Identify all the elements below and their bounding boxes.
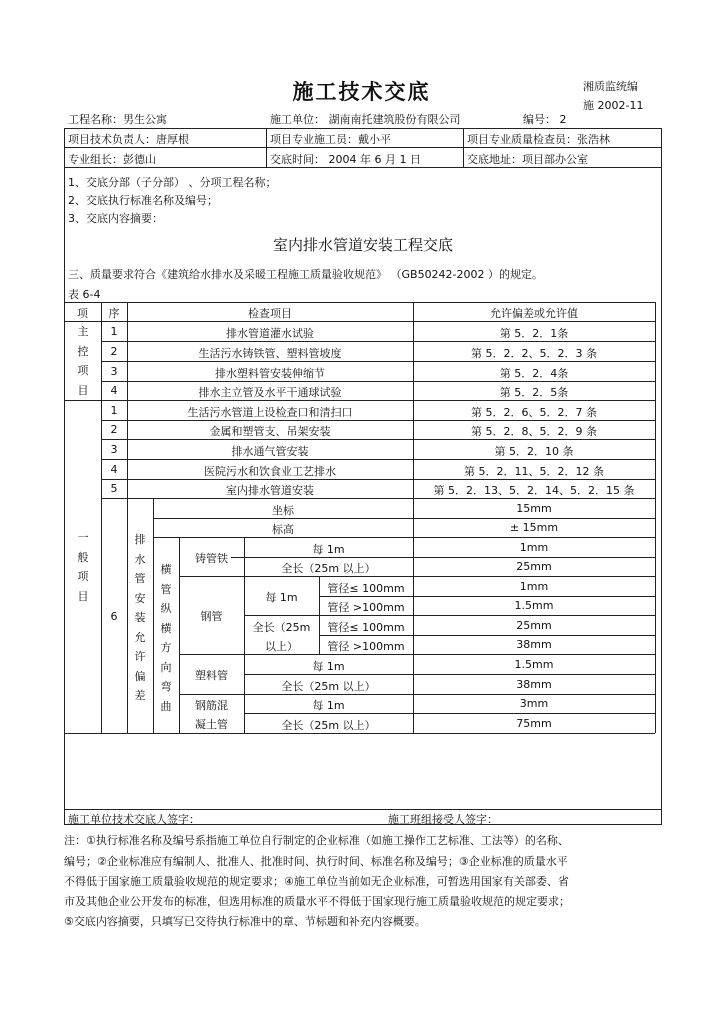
general-check: 金属和塑管支、吊架安装: [209, 425, 331, 438]
main-allow: 第 5．2．5条: [499, 386, 569, 399]
general-item-label: 一 般 项 目: [77, 531, 89, 603]
general-allow: 第 5．2．8、5．2．9 条: [471, 425, 597, 438]
table-line: [244, 615, 655, 616]
intro-line1: 1、交底分部（子分部） 、分项工程名称；: [68, 176, 277, 189]
quality-requirement: 三、质量要求符合《建筑给水排水及采暖工程施工质量验收规范》 （GB50242-2002 ）的规定。: [68, 268, 544, 281]
header-allow: 允许偏差或允许值: [490, 307, 578, 320]
concrete-per-m-value: 3mm: [519, 697, 549, 710]
elevation-value: ± 15mm: [509, 521, 559, 534]
cast-iron-label: 铸管铁: [195, 552, 228, 565]
header-seq: 序: [108, 307, 120, 320]
general-check: 生活污水管道上设检查口和清扫口: [187, 406, 353, 419]
table-line: [179, 576, 655, 577]
table-line: [319, 596, 655, 597]
header-check: 检查项目: [248, 307, 292, 320]
main-seq: 1: [110, 325, 118, 338]
plastic-per-m: 每 1m: [312, 660, 345, 673]
steel-per-m-le-value: 1mm: [519, 580, 549, 593]
main-allow: 第 5．2．2、5．2．3 条: [471, 347, 597, 360]
steel-per-m-gt-value: 1.5mm: [514, 599, 554, 612]
divider: [266, 128, 267, 167]
table-line: [101, 381, 655, 382]
table-border: [655, 302, 656, 733]
cast-iron-full-value: 25mm: [516, 560, 552, 573]
general-seq: 2: [110, 423, 118, 436]
cast-iron-per-m: 每 1m: [312, 543, 345, 556]
document-number: 编号： 2: [523, 113, 567, 126]
general-seq: 6: [110, 610, 118, 623]
main-check: 排水管道灌水试验: [226, 327, 314, 340]
general-check: 医院污水和饮食业工艺排水: [204, 465, 336, 478]
plastic-full: 全长（25m 以上）: [281, 680, 376, 693]
general-seq: 1: [110, 404, 118, 417]
steel-per-m: 每 1m: [265, 591, 298, 604]
horizontal-bend-label: 横 管 纵 横 方 向 弯 曲: [160, 563, 172, 713]
general-allow: 第 5．2．13、5．2．14、5．2．15 条: [433, 484, 635, 497]
table-line: [101, 341, 655, 342]
table-line: [101, 420, 655, 421]
handover-date: 交底时间： 2004 年 6 月 1 日: [270, 153, 421, 166]
table-line: [153, 518, 655, 519]
handover-location: 交底地址：项目部办公室: [467, 153, 588, 166]
main-seq: 2: [110, 345, 118, 358]
tech-lead: 项目技术负责人：唐厚根: [68, 133, 189, 146]
general-seq: 4: [110, 463, 118, 476]
section-subtitle: 室内排水管道安装工程交底: [272, 236, 453, 254]
steel-diameter-gt: 管径 >100mm: [327, 601, 405, 614]
general-check: 室内排水管道安装: [226, 484, 314, 497]
cast-iron-full: 全长（25m 以上）: [281, 562, 376, 575]
form-code-line2: 施 2002-11: [583, 99, 644, 112]
general-seq: 3: [110, 443, 118, 456]
table-line: [244, 713, 655, 714]
table-line: [244, 674, 655, 675]
main-seq: 4: [110, 384, 118, 397]
steel-label: 钢管: [200, 610, 223, 623]
team-leader: 专业组长：彭德山: [68, 153, 156, 166]
table-line: [319, 635, 655, 636]
table-line: [101, 361, 655, 362]
construction-unit: 施工单位： 湖南南托建筑股份有限公司: [270, 113, 461, 126]
steel-diameter-gt: 管径 >100mm: [327, 640, 405, 653]
main-seq: 3: [110, 365, 118, 378]
note-line: 市及其他企业公开发布的标准，但选用标准的质量水平不得低于国家现行施工质量验收规范的规定要求；: [64, 895, 570, 908]
general-allow: 第 5．2．6、5．2．7 条: [471, 406, 597, 419]
steel-full-gt-value: 38mm: [516, 638, 552, 651]
divider: [463, 128, 464, 167]
steel-diameter-le: 管径≤ 100mm: [327, 621, 405, 634]
main-check: 排水塑料管安装伸缩节: [215, 367, 325, 380]
intro-line2: 2、交底执行标准名称及编号；: [68, 194, 218, 207]
table-line: [64, 321, 655, 322]
concrete-per-m: 每 1m: [312, 699, 345, 712]
form-code-line1: 湘质监统编: [583, 80, 638, 93]
note-line: 注：①执行标准名称及编号系指施工单位自行制定的企业标准（如施工操作工艺标准、工法等）的名称、: [64, 834, 569, 847]
giver-signature: 施工单位技术交底人签字：: [68, 813, 200, 826]
general-seq: 5: [110, 482, 118, 495]
drain-install-label: 排 水 管 安 装 允 许 偏 差: [134, 533, 146, 702]
document-title: 施工技术交底: [292, 80, 431, 104]
coord-label: 坐标: [272, 504, 294, 517]
main-check: 排水主立管及水平干通球试验: [198, 386, 342, 399]
steel-full-b: 以上）: [265, 640, 298, 653]
table-line: [179, 654, 655, 655]
plastic-per-m-value: 1.5mm: [514, 658, 554, 671]
divider: [64, 809, 662, 810]
concrete-full-value: 75mm: [516, 717, 552, 730]
table-line: [179, 694, 655, 695]
steel-full-a: 全长（25m: [252, 621, 311, 634]
receiver-signature: 施工班组接受人签字：: [388, 813, 498, 826]
divider: [64, 147, 662, 148]
table-line: [101, 479, 655, 480]
main-allow: 第 5．2．4条: [499, 367, 569, 380]
table-border: [64, 733, 655, 734]
steel-diameter-le: 管径≤ 100mm: [327, 582, 405, 595]
table-label: 表 6-4: [68, 288, 101, 301]
main-check: 生活污水铸铁管、塑料管坡度: [198, 347, 342, 360]
intro-line3: 3、交底内容摘要：: [68, 212, 163, 225]
table-line: [231, 557, 655, 558]
steel-full-le-value: 25mm: [516, 619, 552, 632]
coord-value: 15mm: [516, 502, 552, 515]
project-name: 工程名称：男生公寓: [68, 113, 167, 126]
header-item: 项: [77, 307, 88, 320]
quality-inspector: 项目专业质量检查员：张浩林: [467, 133, 610, 146]
concrete-label-a: 钢筋混: [195, 699, 228, 712]
general-check: 排水通气管安装: [231, 445, 309, 458]
plastic-full-value: 38mm: [516, 678, 552, 691]
table-line: [101, 459, 655, 460]
elevation-label: 标高: [272, 523, 294, 536]
note-line: 不得低于国家施工质量验收规范的规定要求；④施工单位当前如无企业标准，可暂选用国家有关部委、省: [64, 875, 569, 888]
cast-iron-per-m-value: 1mm: [519, 541, 549, 554]
note-line: ⑤交底内容摘要，只填写已交待执行标准中的章、节标题和补充内容概要。: [64, 915, 426, 928]
main-allow: 第 5．2．1条: [499, 327, 569, 340]
site-engineer: 项目专业施工员：戴小平: [270, 133, 391, 146]
table-border: [64, 302, 655, 303]
concrete-full: 全长（25m 以上）: [281, 719, 376, 732]
table-line: [64, 400, 655, 401]
general-allow: 第 5．2．11、5．2．12 条: [464, 465, 604, 478]
general-allow: 第 5．2．10 条: [494, 445, 574, 458]
main-control-label: 主 控 项 目: [77, 325, 89, 397]
concrete-label-b: 凝土管: [195, 718, 228, 731]
table-line: [101, 439, 655, 440]
divider: [64, 167, 662, 168]
note-line: 编号；②企业标准应有编制人、批准人、批准时间、执行时间、标准名称及编号；③企业标准的质量水平: [64, 855, 568, 868]
table-line: [153, 537, 655, 538]
table-line: [101, 498, 655, 499]
plastic-label: 塑料管: [195, 669, 228, 682]
